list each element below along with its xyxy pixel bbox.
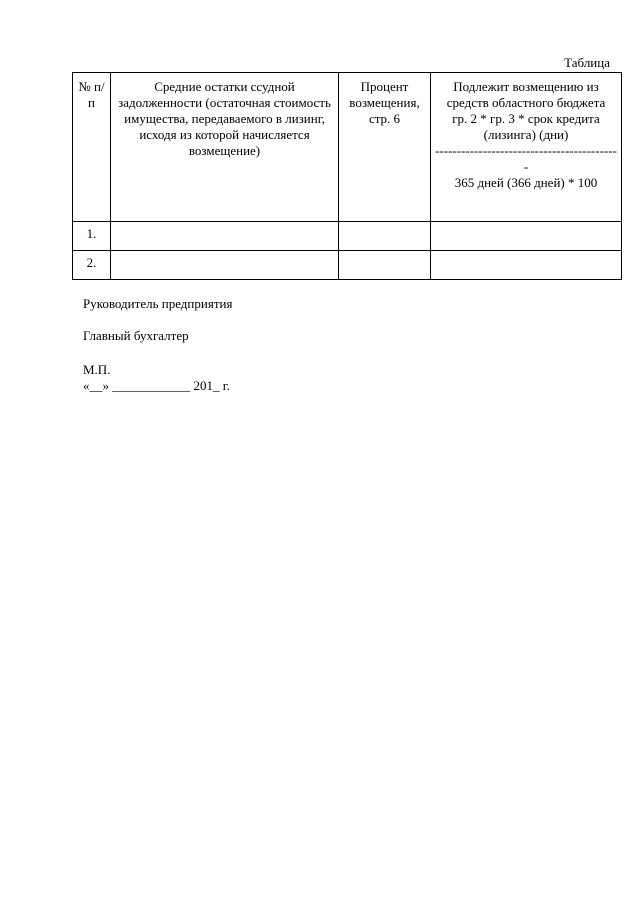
- table-row: [73, 222, 622, 251]
- header-reimbursement-percent: Процент возмещения, стр. 6: [339, 73, 431, 222]
- signature-block: [83, 296, 232, 394]
- percent-cell: [339, 222, 431, 251]
- average-balance-cell: [111, 222, 339, 251]
- chief-accountant-signature-label: Главный бухгалтер: [83, 328, 189, 343]
- reimbursement-cell: [431, 222, 622, 251]
- header-average-balance: Средние остатки ссудной задолженности (остаточная стоимость имущества, передаваемого в лизинг, исходя из которой начисляется возмещение): [111, 73, 339, 222]
- header-row-number: № п/п: [73, 73, 111, 222]
- row-number-cell: 2.: [73, 251, 111, 280]
- row-number-cell: 1.: [73, 222, 111, 251]
- reimbursement-cell: [431, 251, 622, 280]
- percent-cell: [339, 251, 431, 280]
- date-line: «__» ____________ 201_ г.: [83, 378, 230, 393]
- director-signature-label: Руководитель предприятия: [83, 296, 233, 311]
- table-row: [73, 251, 622, 280]
- table-caption: Таблица: [564, 55, 610, 70]
- formula-numerator: гр. 2 * гр. 3 * срок кредита (лизинга) (дни): [452, 111, 600, 142]
- table-header-row: [73, 73, 622, 222]
- stamp-placeholder: М.П.: [83, 362, 111, 377]
- reimbursement-title: Подлежит возмещению из средств областного бюджета: [446, 79, 606, 110]
- average-balance-cell: [111, 251, 339, 280]
- reimbursement-table: [72, 72, 622, 280]
- formula-fraction-line: -------------------------------------------: [435, 143, 617, 174]
- formula-denominator: 365 дней (366 дней) * 100: [454, 175, 598, 190]
- header-reimbursement-amount: [431, 73, 622, 222]
